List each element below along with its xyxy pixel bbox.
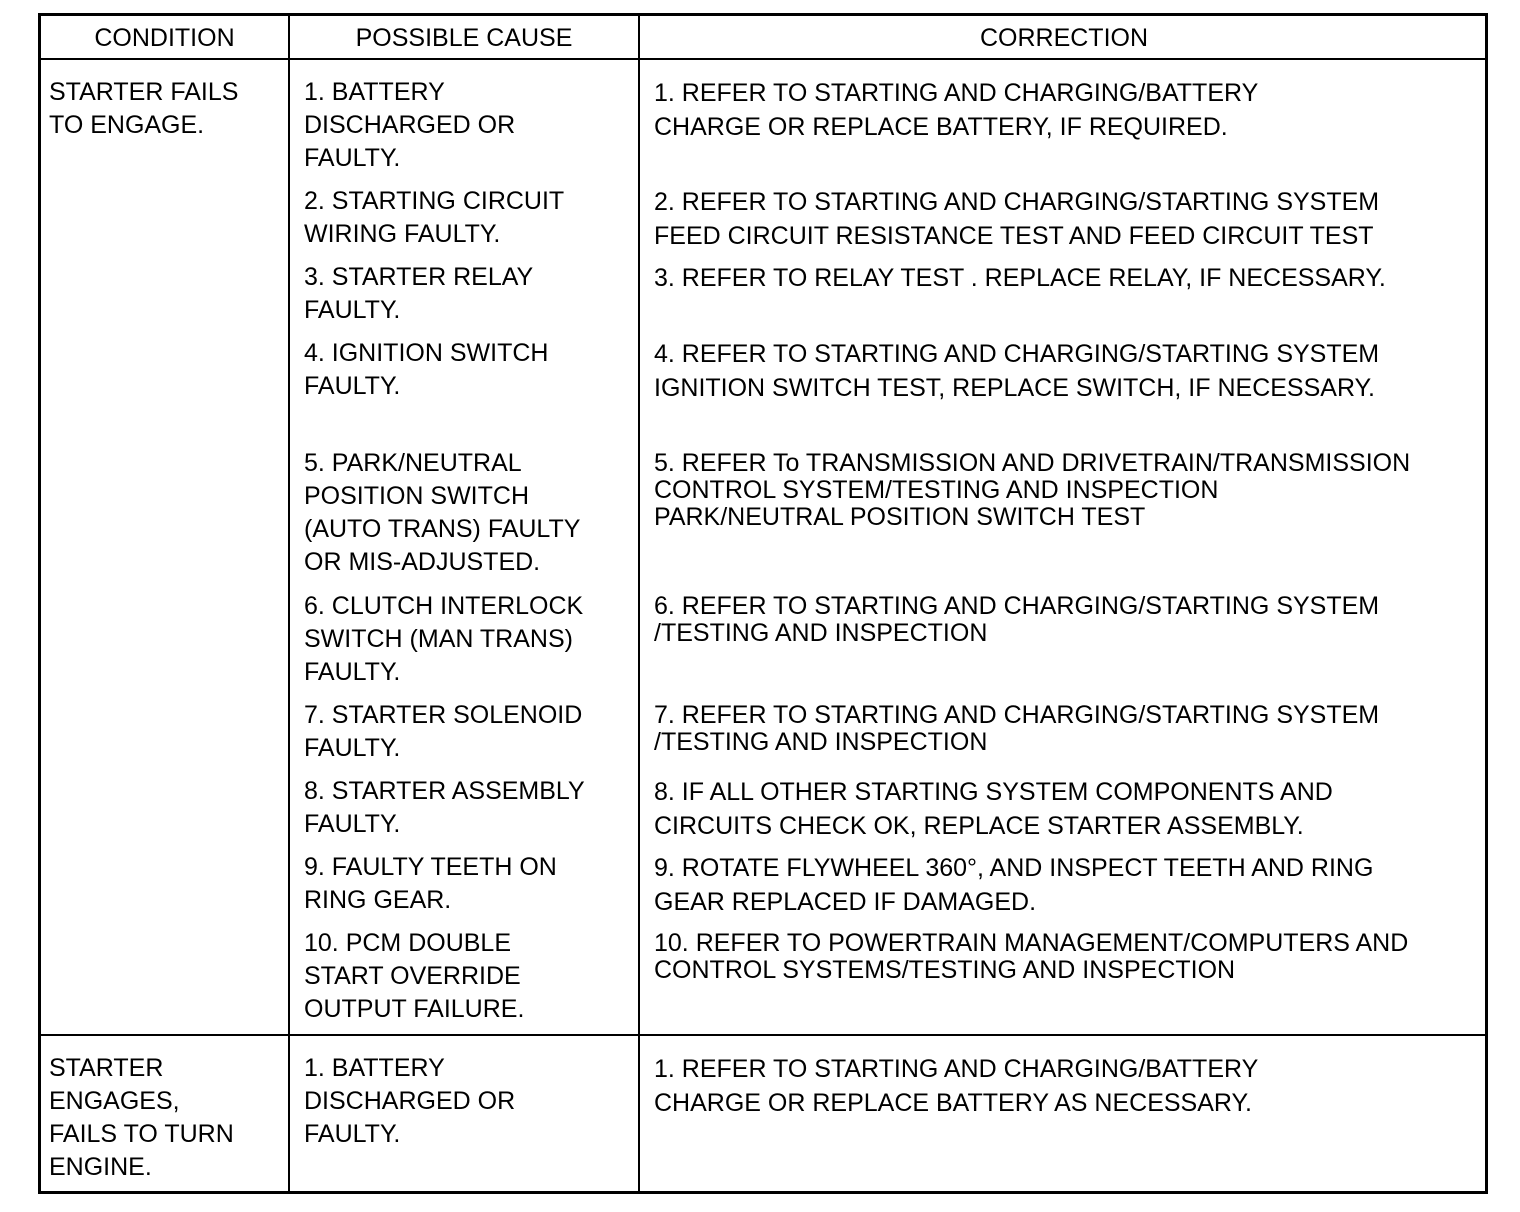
cause-cell — [304, 590, 583, 689]
cell-text-line: WIRING FAULTY. — [304, 220, 501, 248]
correction-cell — [654, 702, 1379, 756]
group-divider — [41, 1034, 1485, 1036]
cell-text-line: ENGAGES, — [49, 1087, 180, 1115]
cell-text-line: 1. BATTERY — [304, 1054, 445, 1082]
cell-text-line: ENGINE. — [49, 1153, 152, 1181]
header-condition: CONDITION — [94, 23, 235, 52]
correction-cell — [654, 76, 1258, 144]
correction-cell — [654, 775, 1333, 843]
cell-text-line: 8. STARTER ASSEMBLY — [304, 777, 585, 805]
cell-text-line: IGNITION SWITCH TEST, REPLACE SWITCH, IF NECESSARY. — [654, 374, 1375, 402]
cause-cell — [304, 699, 582, 765]
cell-text-line: PARK/NEUTRAL POSITION SWITCH TEST — [654, 503, 1146, 531]
cell-text-line: 7. REFER TO STARTING AND CHARGING/STARTING SYSTEM — [654, 701, 1380, 729]
cell-text-line: FAILS TO TURN — [49, 1120, 234, 1148]
cell-text-line: 3. STARTER RELAY — [304, 263, 534, 291]
cell-text-line: 6. REFER TO STARTING AND CHARGING/STARTING SYSTEM — [654, 592, 1380, 620]
condition-cell — [49, 76, 238, 142]
cell-text-line: 5. PARK/NEUTRAL — [304, 449, 522, 477]
cell-text-line: FAULTY. — [304, 810, 401, 838]
cell-text-line: FAULTY. — [304, 372, 401, 400]
correction-cell — [654, 261, 1386, 295]
cell-text-line: 7. STARTER SOLENOID — [304, 701, 583, 729]
cell-text-line: FAULTY. — [304, 658, 401, 686]
cell-text-line: 1. REFER TO STARTING AND CHARGING/BATTERY — [654, 79, 1259, 107]
cause-cell — [304, 927, 524, 1026]
cell-text-line: 2. REFER TO STARTING AND CHARGING/STARTING SYSTEM — [654, 188, 1380, 216]
correction-cell — [654, 930, 1408, 984]
cell-text-line: 5. REFER To TRANSMISSION AND DRIVETRAIN/TRANSMISSION — [654, 449, 1411, 477]
cell-text-line: RING GEAR. — [304, 886, 452, 914]
cell-text-line: FAULTY. — [304, 296, 401, 324]
cause-cell — [304, 1052, 515, 1151]
cell-text-line: DISCHARGED OR — [304, 1087, 516, 1115]
cause-cell — [304, 447, 580, 579]
cell-text-line: POSITION SWITCH — [304, 482, 529, 510]
cell-text-line: CONTROL SYSTEM/TESTING AND INSPECTION — [654, 476, 1219, 504]
cell-text-line: FAULTY. — [304, 1120, 401, 1148]
cell-text-line: 9. FAULTY TEETH ON — [304, 853, 557, 881]
cell-text-line: OUTPUT FAILURE. — [304, 995, 525, 1023]
cell-text-line: 4. REFER TO STARTING AND CHARGING/STARTING SYSTEM — [654, 340, 1380, 368]
cell-text-line: START OVERRIDE — [304, 962, 521, 990]
correction-cell — [654, 450, 1410, 531]
correction-cell — [654, 851, 1373, 919]
cell-text-line: OR MIS-ADJUSTED. — [304, 548, 541, 576]
cell-text-line: 3. REFER TO RELAY TEST . REPLACE RELAY, IF NECESSARY. — [654, 264, 1386, 292]
cell-text-line: FEED CIRCUIT RESISTANCE TEST AND FEED CIRCUIT TEST — [654, 222, 1374, 250]
cell-text-line: (AUTO TRANS) FAULTY — [304, 515, 581, 543]
cell-text-line: 2. STARTING CIRCUIT — [304, 187, 565, 215]
cause-cell — [304, 185, 564, 251]
condition-cell — [49, 1052, 234, 1184]
cell-text-line: CIRCUITS CHECK OK, REPLACE STARTER ASSEMBLY. — [654, 812, 1304, 840]
cause-cell — [304, 775, 585, 841]
cause-cell — [304, 337, 548, 403]
cell-text-line: CONTROL SYSTEMS/TESTING AND INSPECTION — [654, 956, 1236, 984]
cause-cell — [304, 851, 557, 917]
correction-cell — [654, 593, 1379, 647]
cell-text-line: DISCHARGED OR — [304, 111, 516, 139]
cell-text-line: 1. REFER TO STARTING AND CHARGING/BATTERY — [654, 1055, 1259, 1083]
cell-text-line: CHARGE OR REPLACE BATTERY AS NECESSARY. — [654, 1089, 1252, 1117]
cell-text-line: STARTER — [49, 1054, 164, 1082]
cell-text-line: 10. REFER TO POWERTRAIN MANAGEMENT/COMPUTERS AND — [654, 929, 1409, 957]
cell-text-line: FAULTY. — [304, 734, 401, 762]
cell-text-line: /TESTING AND INSPECTION — [654, 728, 988, 756]
cell-text-line: /TESTING AND INSPECTION — [654, 619, 988, 647]
cell-text-line: CHARGE OR REPLACE BATTERY, IF REQUIRED. — [654, 113, 1228, 141]
cell-text-line: 1. BATTERY — [304, 78, 445, 106]
correction-cell — [654, 185, 1379, 253]
header-possible-cause: POSSIBLE CAUSE — [355, 23, 573, 52]
column-divider — [638, 16, 640, 1191]
cell-text-line: 4. IGNITION SWITCH — [304, 339, 549, 367]
column-divider — [288, 16, 290, 1191]
cell-text-line: GEAR REPLACED IF DAMAGED. — [654, 888, 1037, 916]
diagnosis-table — [38, 13, 1488, 1194]
header-correction: CORRECTION — [979, 23, 1149, 52]
correction-cell — [654, 1052, 1258, 1120]
correction-cell — [654, 337, 1379, 405]
cell-text-line: 8. IF ALL OTHER STARTING SYSTEM COMPONENTS AND — [654, 778, 1333, 806]
cell-text-line: 9. ROTATE FLYWHEEL 360°, AND INSPECT TEETH AND RING — [654, 854, 1374, 882]
cell-text-line: SWITCH (MAN TRANS) — [304, 625, 573, 653]
cell-text-line: 10. PCM DOUBLE — [304, 929, 512, 957]
cell-text-line: 6. CLUTCH INTERLOCK — [304, 592, 584, 620]
cell-text-line: TO ENGAGE. — [49, 111, 205, 139]
cell-text-line: STARTER FAILS — [49, 78, 239, 106]
cause-cell — [304, 76, 515, 175]
cell-text-line: FAULTY. — [304, 144, 401, 172]
cause-cell — [304, 261, 533, 327]
